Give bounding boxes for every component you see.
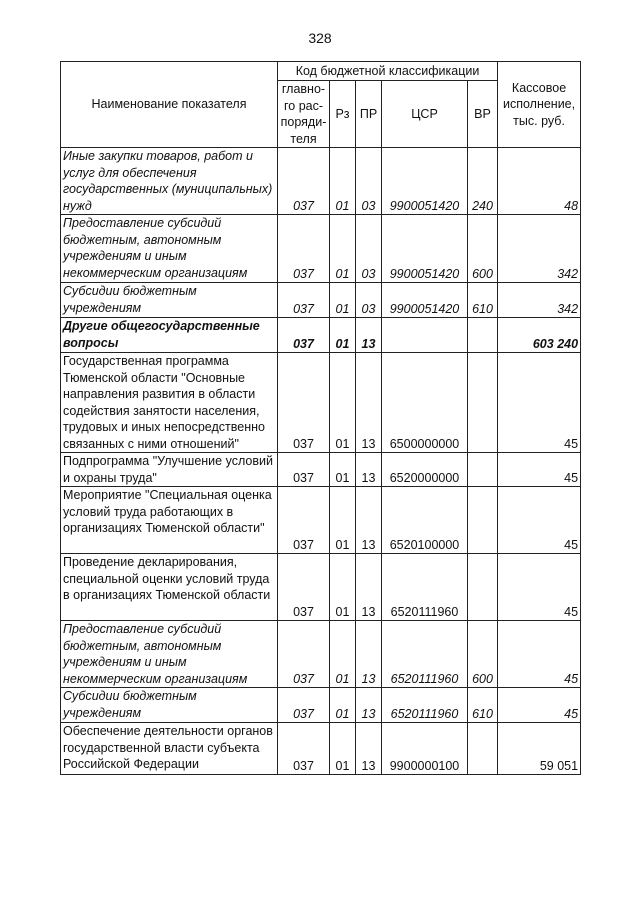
row-vr bbox=[468, 723, 498, 775]
row-pr: 13 bbox=[356, 621, 382, 688]
row-rz: 01 bbox=[330, 353, 356, 453]
table-row bbox=[61, 688, 581, 723]
row-vr: 600 bbox=[468, 621, 498, 688]
row-vr bbox=[468, 353, 498, 453]
table-row bbox=[61, 215, 581, 283]
row-gl: 037 bbox=[278, 723, 330, 775]
row-name: Мероприятие "Специальная оценка условий труда работающих в организациях Тюменской области" bbox=[61, 487, 278, 554]
table-row bbox=[61, 148, 581, 215]
row-amount: 45 bbox=[498, 453, 581, 487]
table-row bbox=[61, 621, 581, 688]
row-csr: 6520111960 bbox=[382, 554, 468, 621]
row-rz: 01 bbox=[330, 318, 356, 353]
row-amount: 45 bbox=[498, 688, 581, 723]
row-amount: 45 bbox=[498, 353, 581, 453]
row-gl: 037 bbox=[278, 554, 330, 621]
row-rz: 01 bbox=[330, 621, 356, 688]
row-csr: 9900051420 bbox=[382, 283, 468, 318]
row-amount: 342 bbox=[498, 215, 581, 283]
table-row bbox=[61, 723, 581, 775]
row-rz: 01 bbox=[330, 554, 356, 621]
row-pr: 03 bbox=[356, 148, 382, 215]
row-pr: 13 bbox=[356, 453, 382, 487]
header-group: Код бюджетной классификации bbox=[278, 62, 498, 81]
row-pr: 13 bbox=[356, 318, 382, 353]
row-name: Предоставление субсидий бюджетным, автономным учреждениям и иным некоммерческим организациям bbox=[61, 215, 278, 283]
row-vr bbox=[468, 554, 498, 621]
row-gl: 037 bbox=[278, 283, 330, 318]
row-vr: 600 bbox=[468, 215, 498, 283]
row-csr: 6520111960 bbox=[382, 621, 468, 688]
row-gl: 037 bbox=[278, 353, 330, 453]
row-amount: 342 bbox=[498, 283, 581, 318]
header-name: Наименование показателя bbox=[61, 62, 278, 148]
row-name: Обеспечение деятельности органов государственной власти субъекта Российской Федерации bbox=[61, 723, 278, 775]
row-rz: 01 bbox=[330, 453, 356, 487]
row-csr: 6520111960 bbox=[382, 688, 468, 723]
header-pr: ПР bbox=[356, 81, 382, 148]
row-csr: 9900051420 bbox=[382, 148, 468, 215]
row-csr: 9900051420 bbox=[382, 215, 468, 283]
row-csr: 6520100000 bbox=[382, 487, 468, 554]
table-row bbox=[61, 554, 581, 621]
row-amount: 45 bbox=[498, 554, 581, 621]
row-gl: 037 bbox=[278, 318, 330, 353]
row-gl: 037 bbox=[278, 487, 330, 554]
page-number: 328 bbox=[308, 30, 332, 46]
row-pr: 03 bbox=[356, 283, 382, 318]
header-amount: Кассовое исполнение, тыс. руб. bbox=[498, 62, 581, 148]
header-rz: Рз bbox=[330, 81, 356, 148]
row-gl: 037 bbox=[278, 621, 330, 688]
row-name: Иные закупки товаров, работ и услуг для обеспечения государственных (муниципальных) нужд bbox=[61, 148, 278, 215]
row-gl: 037 bbox=[278, 148, 330, 215]
row-rz: 01 bbox=[330, 487, 356, 554]
row-csr: 6500000000 bbox=[382, 353, 468, 453]
table-row bbox=[61, 318, 581, 353]
row-name: Государственная программа Тюменской области "Основные направления развития в области содействия занятости населения, трудовых и иных непосредственно связанных с ними отношений" bbox=[61, 353, 278, 453]
budget-table bbox=[60, 61, 581, 775]
row-name: Субсидии бюджетным учреждениям bbox=[61, 688, 278, 723]
row-amount: 45 bbox=[498, 487, 581, 554]
row-csr bbox=[382, 318, 468, 353]
row-name: Субсидии бюджетным учреждениям bbox=[61, 283, 278, 318]
row-pr: 13 bbox=[356, 487, 382, 554]
row-amount: 45 bbox=[498, 621, 581, 688]
row-pr: 13 bbox=[356, 723, 382, 775]
row-csr: 9900000100 bbox=[382, 723, 468, 775]
row-rz: 01 bbox=[330, 215, 356, 283]
row-vr: 610 bbox=[468, 283, 498, 318]
table-row bbox=[61, 453, 581, 487]
row-pr: 03 bbox=[356, 215, 382, 283]
table-row bbox=[61, 353, 581, 453]
row-pr: 13 bbox=[356, 353, 382, 453]
table-row bbox=[61, 283, 581, 318]
row-gl: 037 bbox=[278, 215, 330, 283]
row-name: Предоставление субсидий бюджетным, автономным учреждениям и иным некоммерческим организациям bbox=[61, 621, 278, 688]
row-vr: 240 bbox=[468, 148, 498, 215]
row-csr: 6520000000 bbox=[382, 453, 468, 487]
row-gl: 037 bbox=[278, 688, 330, 723]
row-vr bbox=[468, 487, 498, 554]
row-vr bbox=[468, 318, 498, 353]
row-name: Другие общегосударственные вопросы bbox=[61, 318, 278, 353]
row-vr bbox=[468, 453, 498, 487]
row-amount: 603 240 bbox=[498, 318, 581, 353]
header-vr: ВР bbox=[468, 81, 498, 148]
row-pr: 13 bbox=[356, 554, 382, 621]
row-pr: 13 bbox=[356, 688, 382, 723]
row-rz: 01 bbox=[330, 688, 356, 723]
row-name: Проведение декларирования, специальной оценки условий труда в организациях Тюменской области bbox=[61, 554, 278, 621]
header-gl: главно-го рас-поряди-теля bbox=[278, 81, 330, 148]
header-csr: ЦСР bbox=[382, 81, 468, 148]
row-rz: 01 bbox=[330, 283, 356, 318]
row-gl: 037 bbox=[278, 453, 330, 487]
row-amount: 48 bbox=[498, 148, 581, 215]
row-rz: 01 bbox=[330, 148, 356, 215]
row-vr: 610 bbox=[468, 688, 498, 723]
row-name: Подпрограмма "Улучшение условий и охраны труда" bbox=[61, 453, 278, 487]
row-amount: 59 051 bbox=[498, 723, 581, 775]
row-rz: 01 bbox=[330, 723, 356, 775]
table-row bbox=[61, 487, 581, 554]
